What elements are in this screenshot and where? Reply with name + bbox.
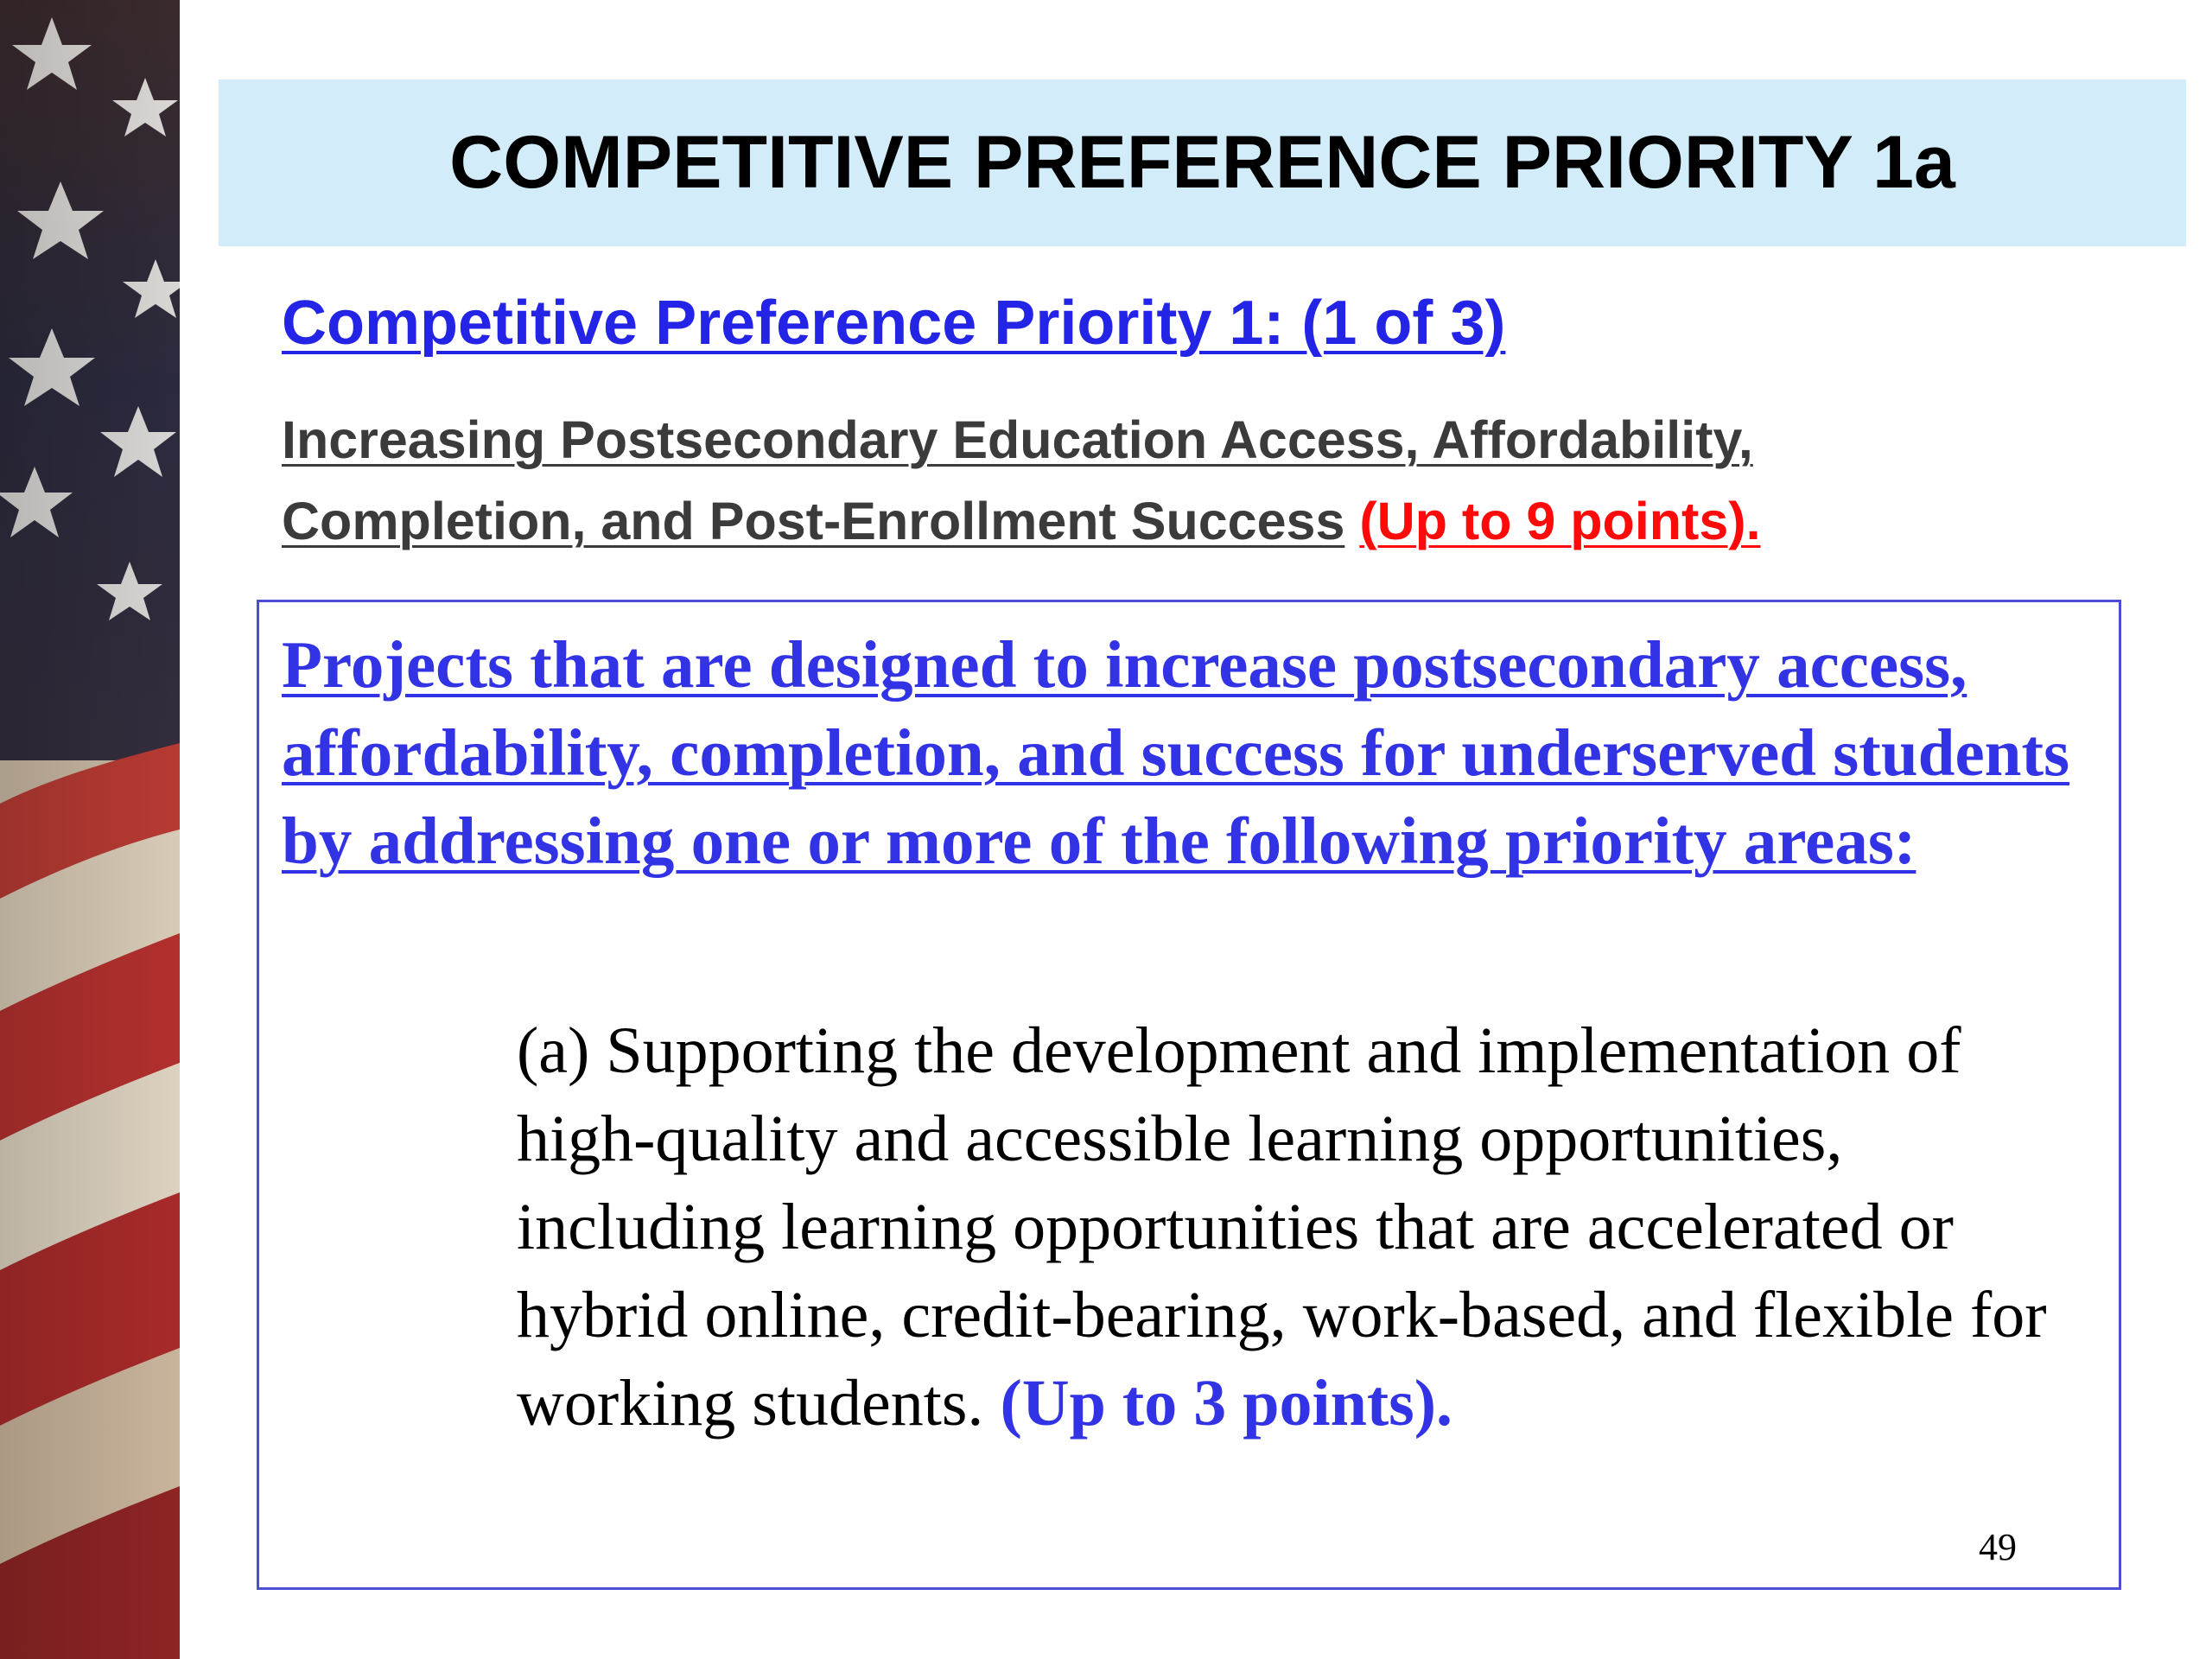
- priority-heading-line1: Increasing Postsecondary Education Access, Affordability,: [282, 410, 1753, 469]
- priority-heading: [282, 399, 2079, 562]
- priority-points: (Up to 9 points).: [1359, 492, 1761, 550]
- priority-heading-line2: Completion, and Post-Enrollment Success: [282, 492, 1345, 550]
- page-number: 49: [1979, 1526, 2017, 1568]
- title-bar: [219, 79, 2186, 246]
- box-lead-text: Projects that are designed to increase postsecondary access, affordability, completion, and success for underserved students by addressing one or more of the following priority areas:: [282, 627, 2070, 878]
- american-flag-image: [0, 0, 180, 1659]
- slide-title: COMPETITIVE PREFERENCE PRIORITY 1a: [449, 121, 1955, 204]
- priority-item-a: [517, 1007, 2098, 1447]
- priority-item-a-points: (Up to 3 points).: [1000, 1367, 1453, 1440]
- slide-subtitle: Competitive Preference Priority 1: (1 of 3): [282, 289, 1506, 358]
- priority-item-a-text: (a) Supporting the development and implementation of high-quality and accessible learning opportunities, including learning opportunities that are accelerated or hybrid online, credit-bearing, work-based, and flexible for working students.: [517, 1014, 2047, 1440]
